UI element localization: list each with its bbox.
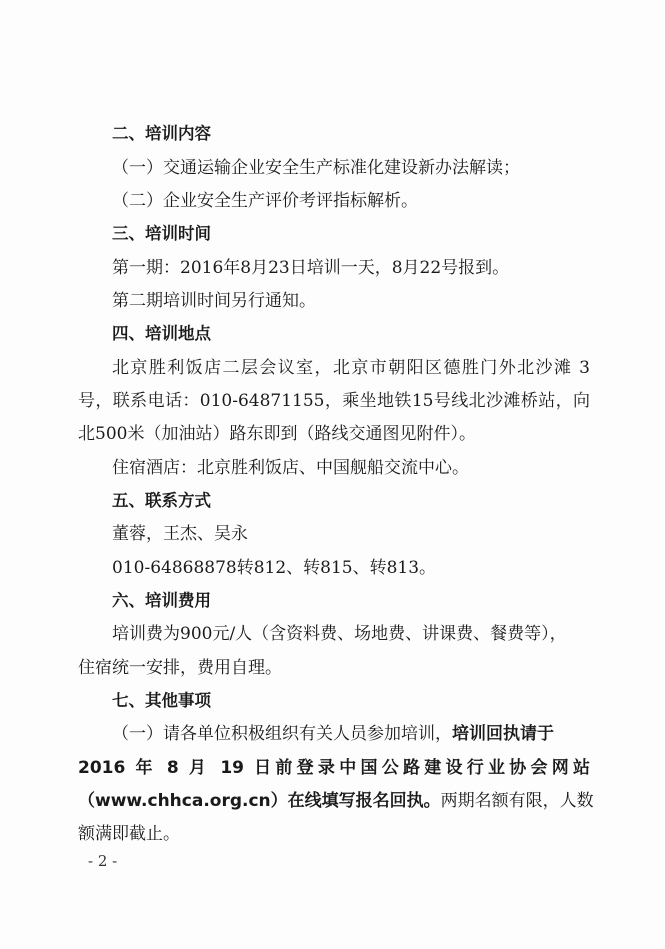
section-heading-fees: 六、培训费用 bbox=[112, 591, 211, 610]
paragraph-line: 北京胜利饭店二层会议室，北京市朝阳区德胜门外北沙滩 3 bbox=[112, 358, 590, 378]
paragraph-line: 010-64868878转812、转815、转813。 bbox=[112, 558, 437, 578]
emphasized-text: （www.chhca.org.cn）在线填写报名回执。 bbox=[78, 791, 441, 811]
paragraph-line: 培训费为900元/人（含资料费、场地费、讲课费、餐费等）， bbox=[112, 624, 567, 644]
paragraph-line: 北500米（加油站）路东即到（路线交通图见附件）。 bbox=[78, 424, 476, 444]
paragraph-line: 住宿酒店：北京胜利饭店、中国舰船交流中心。 bbox=[112, 458, 469, 478]
paragraph-line bbox=[78, 756, 590, 780]
section-heading-other: 七、其他事项 bbox=[112, 691, 211, 710]
paragraph-line: （一）交通运输企业安全生产标准化建设新办法解读； bbox=[112, 158, 520, 178]
page-number: - 2 - bbox=[88, 852, 118, 870]
paragraph-line: 额满即截止。 bbox=[78, 824, 180, 844]
paragraph-line: 第二期培训时间另行通知。 bbox=[112, 291, 316, 311]
section-heading-training-location: 四、培训地点 bbox=[112, 324, 211, 343]
paragraph-line: 住宿统一安排，费用自理。 bbox=[78, 658, 282, 678]
paragraph-line: 董蓉，王杰、吴永 bbox=[112, 524, 248, 544]
emphasized-text: 2016 年 8 月 19 日前登录中国公路建设行业协会网站 bbox=[78, 758, 590, 778]
section-heading-training-time: 三、培训时间 bbox=[112, 224, 211, 243]
normal-text: （一）请各单位积极组织有关人员参加培训， bbox=[112, 724, 452, 744]
paragraph-line bbox=[112, 722, 590, 746]
normal-text: 两期名额有限，人数 bbox=[440, 791, 594, 811]
paragraph-line: 号，联系电话：010-64871155，乘坐地铁15号线北沙滩桥站，向 bbox=[78, 391, 590, 411]
paragraph-line bbox=[78, 789, 594, 813]
paragraph-line: 第一期：2016年8月23日培训一天，8月22号报到。 bbox=[112, 258, 510, 278]
emphasized-text: 培训回执请于 bbox=[452, 724, 554, 744]
section-heading-contact: 五、联系方式 bbox=[112, 491, 211, 510]
section-heading-training-content: 二、培训内容 bbox=[112, 124, 211, 143]
paragraph-line: （二）企业安全生产评价考评指标解析。 bbox=[112, 191, 418, 211]
